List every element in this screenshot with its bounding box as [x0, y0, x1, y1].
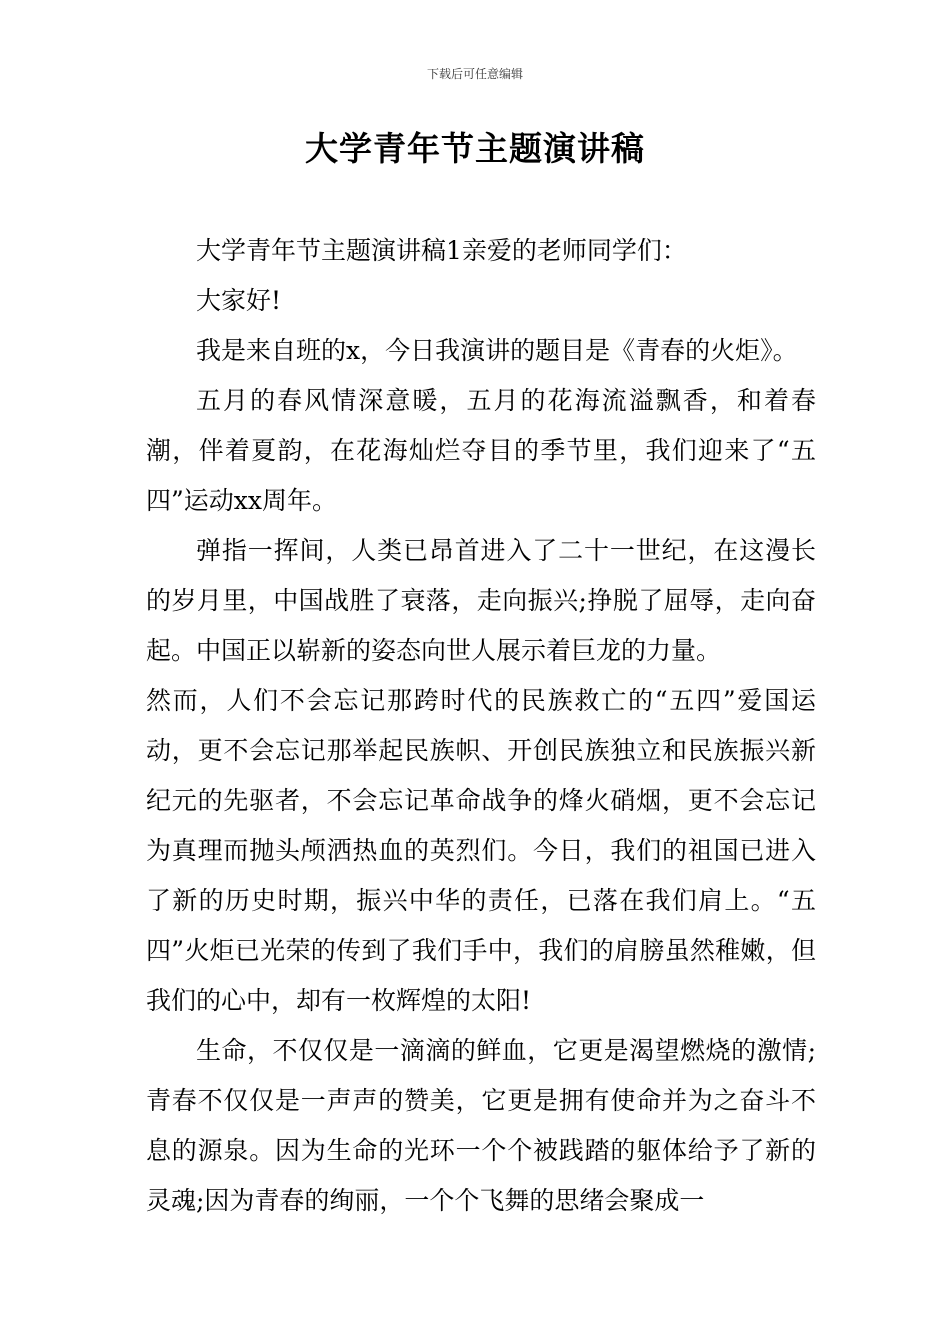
paragraph-7: 生命，不仅仅是一滴滴的鲜血，它更是渴望燃烧的激情;青春不仅仅是一声声的赞美，它更是拥有使命并为之奋斗不息的源泉。因为生命的光环一个个被践踏的躯体给予了新的灵魂;因为青春的绚丽，一个个飞舞的思绪会聚成一: [146, 1036, 816, 1215]
paragraph-3: 我是来自班的x，今日我演讲的题目是《青春的火炬》。: [196, 336, 798, 365]
paragraph-2: 大家好!: [196, 286, 282, 315]
paragraph-1: 大学青年节主题演讲稿1亲爱的老师同学们：: [196, 236, 687, 265]
document-body: [146, 226, 816, 1226]
document-title: 大学青年节主题演讲稿: [305, 129, 645, 168]
header-note: 下载后可任意编辑: [426, 67, 523, 81]
paragraph-6: 然而，人们不会忘记那跨时代的民族救亡的“五四”爱国运动，更不会忘记那举起民族帜、开创民族独立和民族振兴新纪元的先驱者，不会忘记革命战争的烽火硝烟，更不会忘记为真理而抛头颅洒热血的英烈们。今日，我们的祖国已进入了新的历史时期，振兴中华的责任，已落在我们肩上。“五四”火炬已光荣的传到了我们手中，我们的肩膀虽然稚嫩，但我们的心中，却有一枚辉煌的太阳!: [146, 686, 816, 1015]
paragraph-5: 弹指一挥间，人类已昂首进入了二十一世纪，在这漫长的岁月里，中国战胜了衰落，走向振兴;挣脱了屈辱，走向奋起。中国正以崭新的姿态向世人展示着巨龙的力量。: [146, 536, 816, 665]
paragraph-4: 五月的春风情深意暖，五月的花海流溢飘香，和着春潮，伴着夏韵，在花海灿烂夺目的季节里，我们迎来了“五四”运动xx周年。: [146, 386, 816, 515]
